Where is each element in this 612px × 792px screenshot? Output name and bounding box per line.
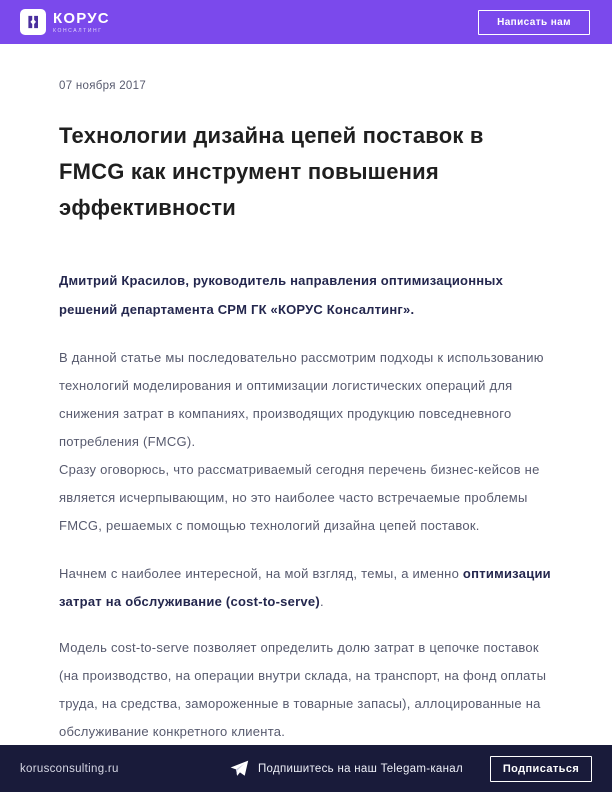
paragraph-topic-tail: . — [319, 594, 324, 609]
article-body — [59, 344, 553, 746]
logo-title: КОРУС — [53, 9, 110, 27]
paragraph-topic — [59, 560, 553, 616]
korus-logo-text — [53, 11, 110, 34]
subscribe-button[interactable]: Подписаться — [490, 756, 592, 782]
article-date: 07 ноября 2017 — [59, 80, 147, 92]
article-content — [0, 44, 612, 746]
article-title: Технологии дизайна цепей поставок в FMCG как инструмент повышения эффективности — [59, 123, 484, 220]
paragraph-intro: В данной статье мы последовательно рассмотрим подходы к использованию технологий моделирования и оптимизации логистических операций для снижения затрат в компаниях, производящих продукцию повседневного потребления (FMCG). — [59, 350, 544, 449]
article-author: Дмитрий Красилов, руководитель направления оптимизационных решений департамента CPM ГК «КОРУС Консалтинг». — [59, 273, 504, 317]
logo-subtitle: КОНСАЛТИНГ — [53, 27, 103, 34]
page-footer — [0, 745, 612, 792]
paragraph-cost-to-serve: Модель cost-to-serve позволяет определить долю затрат в цепочке поставок (на производство, на операции внутри склада, на транспорт, на фонд оплаты труда, на средства, замороженные в товарные запасы), аллоцированные на обслуживание конкретного клиента. — [59, 640, 547, 739]
paragraph-topic-highlight: оптимизации затрат на обслуживание (cost-to-serve) — [59, 566, 551, 609]
paragraph-topic-text: Начнем с наиболее интересной, на мой взгляд, темы, а именно — [59, 566, 463, 581]
footer-site-link[interactable]: korusconsulting.ru — [20, 762, 119, 775]
korus-logo[interactable] — [20, 9, 110, 35]
paragraph-disclaimer: Сразу оговорюсь, что рассматриваемый сегодня перечень бизнес-кейсов не является исчерпывающим, но это наиболее часто встречаемые проблемы FMCG, решаемых с помощью технологий дизайна цепей поставок. — [59, 462, 540, 533]
telegram-promo[interactable] — [230, 760, 463, 777]
page-header — [0, 0, 612, 44]
contact-us-button[interactable]: Написать нам — [478, 10, 590, 35]
telegram-promo-text: Подпишитесь на наш Telegam-канал — [257, 762, 463, 775]
korus-logo-icon — [20, 9, 46, 35]
telegram-icon — [230, 760, 249, 777]
